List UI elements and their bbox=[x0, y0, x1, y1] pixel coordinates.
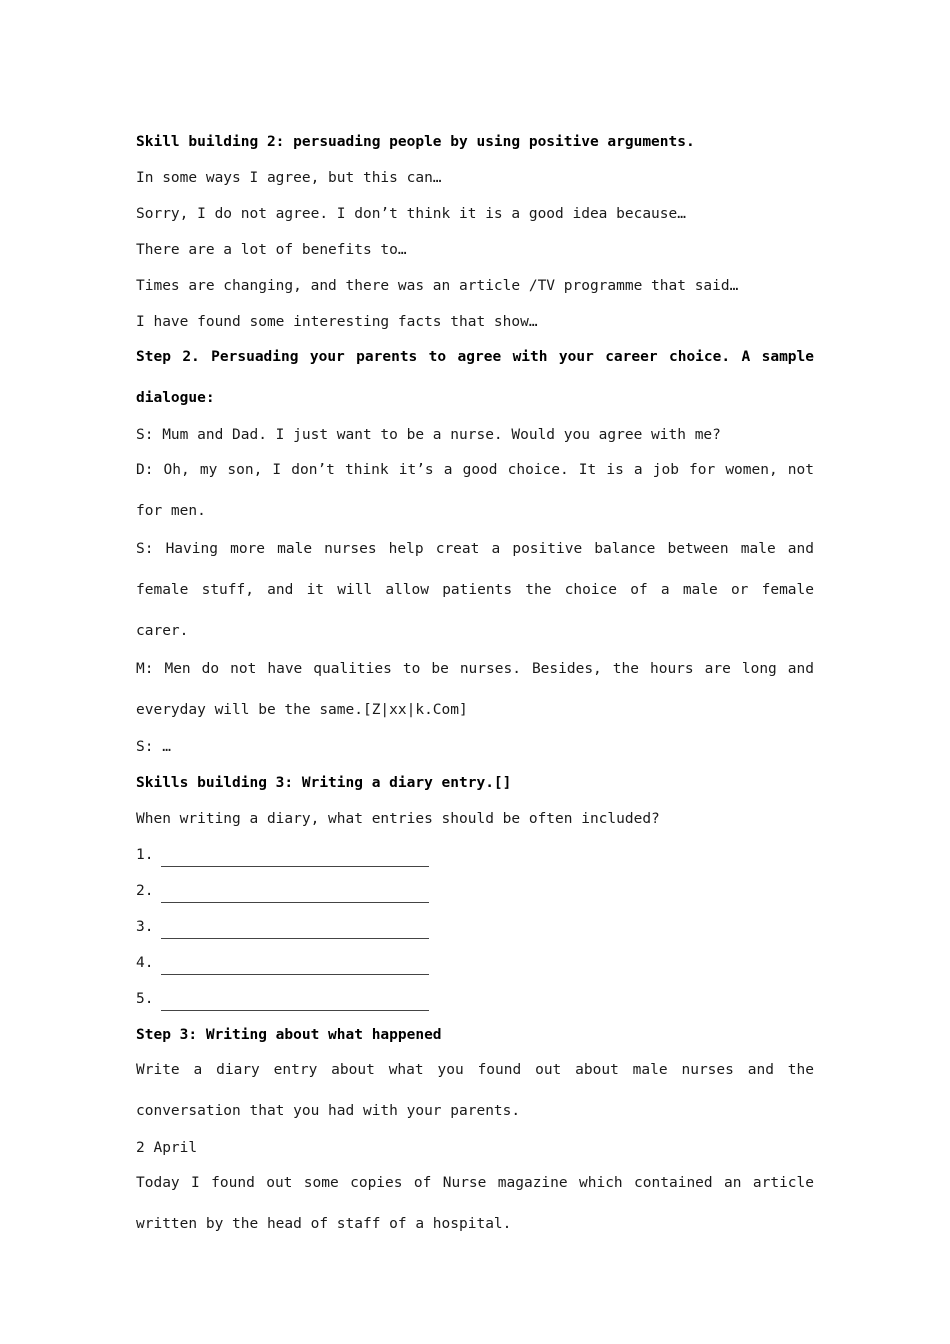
step2-heading: Step 2. Persuading your parents to agree with your career choice. A sample dialogue: bbox=[136, 349, 814, 406]
answer-blank-line[interactable] bbox=[161, 914, 429, 939]
answer-blank-row bbox=[136, 945, 814, 981]
skill2-heading: Skill building 2: persuading people by using positive arguments. bbox=[136, 134, 695, 150]
dialogue-line: S: … bbox=[136, 739, 171, 755]
document-page bbox=[136, 124, 814, 1243]
blank-number: 5. bbox=[136, 991, 154, 1007]
blank-number: 1. bbox=[136, 847, 154, 863]
answer-blank-line[interactable] bbox=[161, 842, 429, 867]
blank-number: 4. bbox=[136, 955, 154, 971]
dialogue-line: S: Mum and Dad. I just want to be a nurse. Would you agree with me? bbox=[136, 427, 721, 443]
skill3-question: When writing a diary, what entries should be often included? bbox=[136, 811, 660, 827]
blank-number: 3. bbox=[136, 919, 154, 935]
diary-entry: Today I found out some copies of Nurse magazine which contained an article written by the head of staff of a hospital. bbox=[136, 1175, 814, 1232]
answer-blank-line[interactable] bbox=[161, 878, 429, 903]
skill3-heading: Skills building 3: Writing a diary entry.[] bbox=[136, 775, 512, 791]
skill2-phrase: In some ways I agree, but this can… bbox=[136, 170, 442, 186]
dialogue-line: S: Having more male nurses help creat a positive balance between male and female stuff, and it will allow patients the choice of a male or female carer. bbox=[136, 541, 814, 639]
skill2-phrase: Times are changing, and there was an article /TV programme that said… bbox=[136, 278, 739, 294]
answer-blank-row bbox=[136, 873, 814, 909]
dialogue-line: M: Men do not have qualities to be nurses. Besides, the hours are long and everyday will be the same.[Z|xx|k.Com] bbox=[136, 661, 814, 718]
answer-blank-line[interactable] bbox=[161, 986, 429, 1011]
answer-blank-line[interactable] bbox=[161, 950, 429, 975]
diary-date: 2 April bbox=[136, 1140, 198, 1156]
answer-blank-row bbox=[136, 909, 814, 945]
dialogue-line: D: Oh, my son, I don’t think it’s a good choice. It is a job for women, not for men. bbox=[136, 462, 814, 519]
skill2-phrase: There are a lot of benefits to… bbox=[136, 242, 407, 258]
skill2-phrase: I have found some interesting facts that show… bbox=[136, 314, 538, 330]
skill2-phrase: Sorry, I do not agree. I don’t think it is a good idea because… bbox=[136, 206, 686, 222]
answer-blank-row bbox=[136, 981, 814, 1017]
blank-number: 2. bbox=[136, 883, 154, 899]
answer-blank-row bbox=[136, 837, 814, 873]
step3-instruction: Write a diary entry about what you found out about male nurses and the conversation that you had with your parents. bbox=[136, 1062, 814, 1119]
step3-heading: Step 3: Writing about what happened bbox=[136, 1027, 442, 1043]
